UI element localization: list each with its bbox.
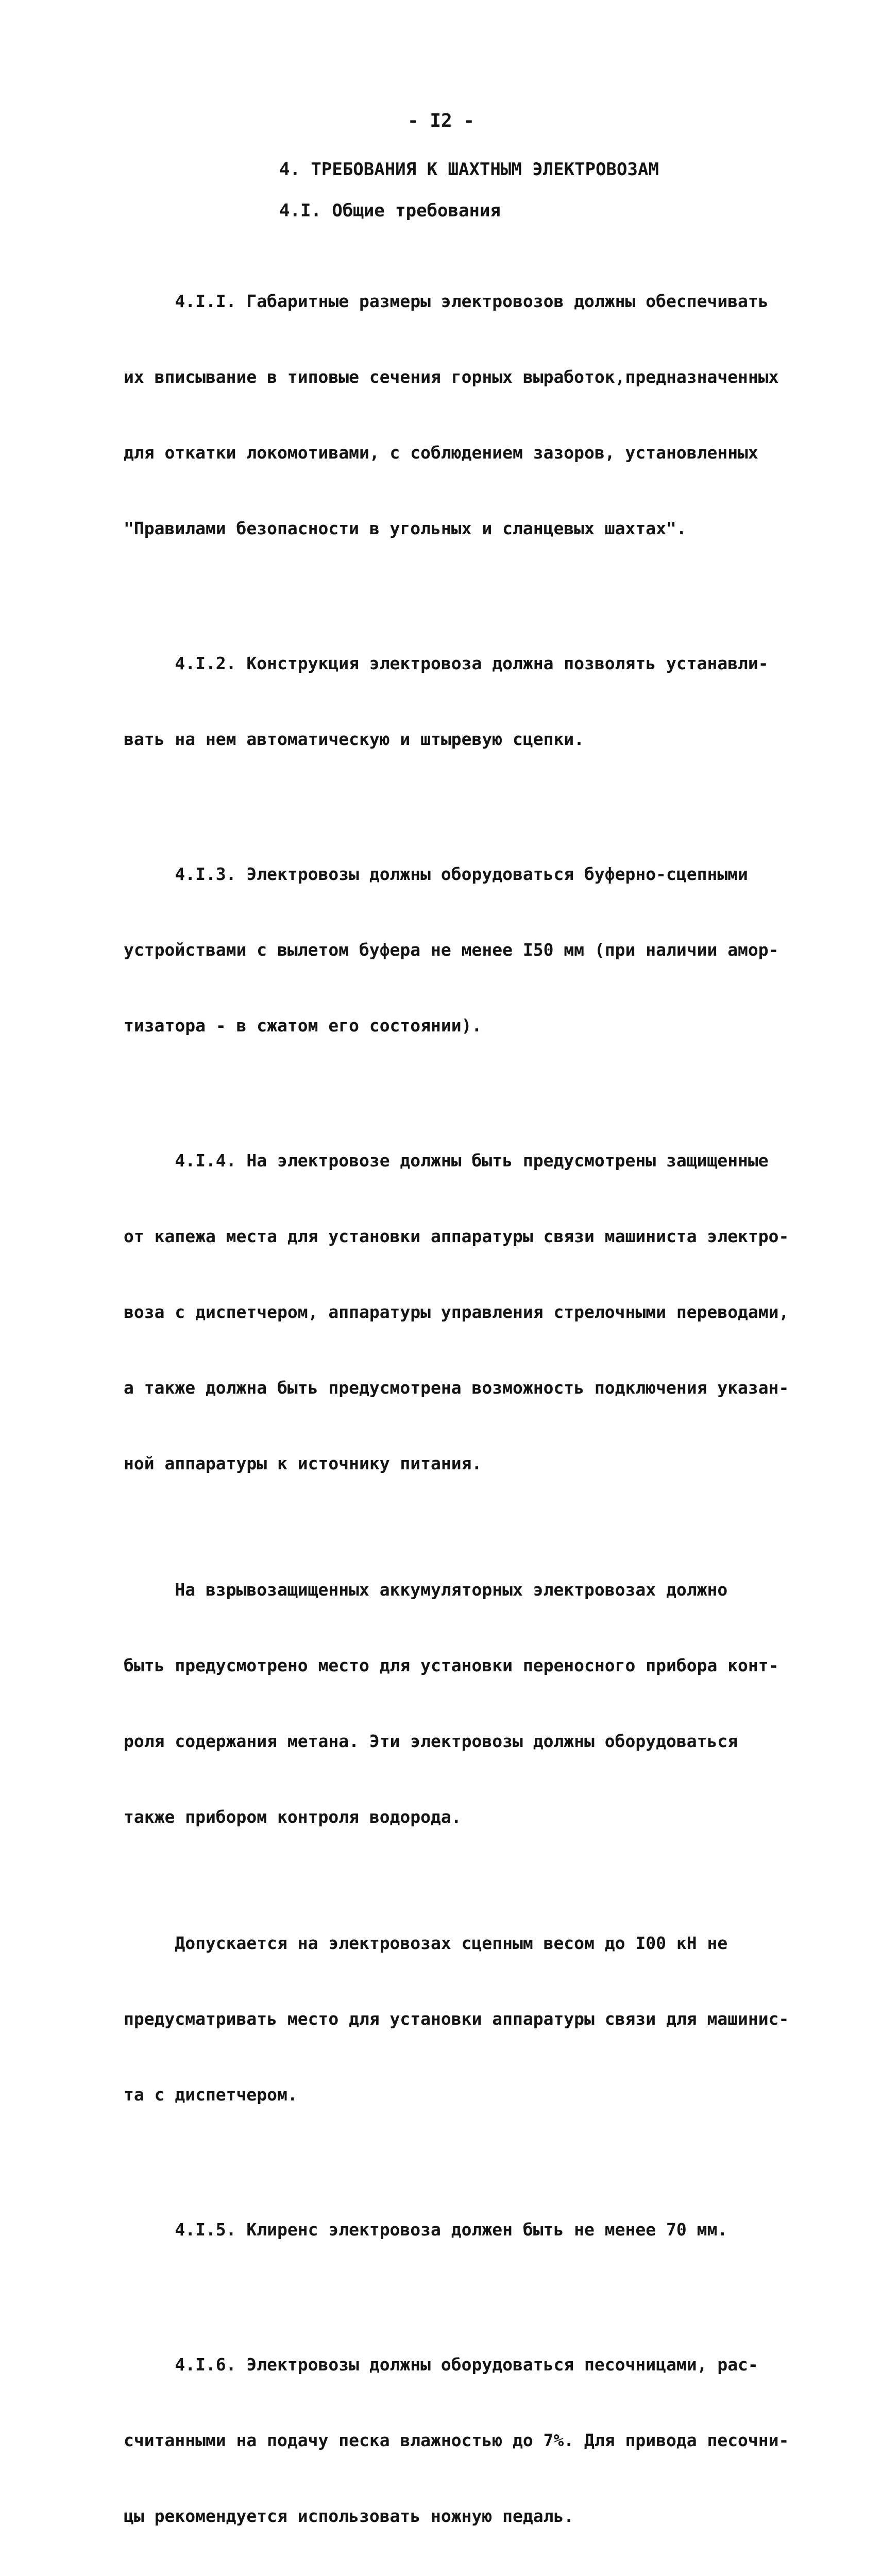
text-line: 4.I.I. Габаритные размеры электровозов должны обеспечивать	[124, 291, 769, 311]
section-title: 4. ТРЕБОВАНИЯ К ШАХТНЫМ ЭЛЕКТРОВОЗАМ	[279, 159, 659, 180]
text-line: считанными на подачу песка влажностью до 7%. Для привода песочни-	[124, 2430, 789, 2450]
text-line: та с диспетчером.	[124, 2084, 298, 2105]
text-line: На взрывозащищенных аккумуляторных электровозах должно	[124, 1580, 728, 1600]
text-line: их вписывание в типовые сечения горных выработок,предназначенных	[124, 367, 779, 387]
paragraph-methane-control	[124, 1527, 788, 1880]
text-line: 4.I.5. Клиренс электровоза должен быть не менее 70 мм.	[124, 2219, 728, 2240]
paragraph-4-1-5	[124, 2166, 788, 2293]
paragraph-4-1-4	[124, 1097, 788, 1527]
paragraph-4-1-3	[124, 811, 788, 1089]
page-number: - I2 -	[407, 110, 475, 131]
text-line: быть предусмотрено место для установки переносного прибора конт-	[124, 1655, 779, 1675]
document-body	[124, 238, 788, 2576]
subsection-title: 4.I. Общие требования	[279, 200, 501, 221]
text-line: для откатки локомотивами, с соблюдением зазоров, установленных	[124, 443, 758, 463]
text-line: роля содержания метана. Эти электровозы должны оборудоваться	[124, 1731, 738, 1751]
paragraph-4-1-1	[124, 238, 788, 591]
paragraph-communication-exemption	[124, 1880, 788, 2158]
text-line: устройствами с вылетом буфера не менее I50 мм (при наличии амор-	[124, 940, 779, 960]
text-line: тизатора - в сжатом его состоянии).	[124, 1015, 482, 1036]
paragraph-4-1-6	[124, 2301, 788, 2576]
text-line: ной аппаратуры к источнику питания.	[124, 1453, 482, 1473]
text-line: цы рекомендуется использовать ножную педаль.	[124, 2506, 574, 2526]
text-line: 4.I.4. На электровозе должны быть предусмотрены защищенные	[124, 1150, 769, 1171]
text-line: Допускается на электровозах сцепным весом до I00 кН не	[124, 1933, 728, 1953]
text-line: а также должна быть предусмотрена возможность подключения указан-	[124, 1378, 789, 1398]
text-line: воза с диспетчером, аппаратуры управления стрелочными переводами,	[124, 1302, 789, 1322]
text-line: 4.I.6. Электровозы должны оборудоваться песочницами, рас-	[124, 2354, 758, 2375]
text-line: 4.I.3. Электровозы должны оборудоваться буферно-сцепными	[124, 864, 748, 884]
text-line: вать на нем автоматическую и штыревую сцепки.	[124, 729, 585, 749]
text-line: предусматривать место для установки аппаратуры связи для машинис-	[124, 2009, 789, 2029]
paragraph-4-1-2	[124, 600, 788, 802]
text-line: 4.I.2. Конструкция электровоза должна позволять устанавли-	[124, 653, 769, 673]
text-line: также прибором контроля водорода.	[124, 1807, 462, 1827]
text-line: от капежа места для установки аппаратуры связи машиниста электро-	[124, 1226, 789, 1246]
text-line: "Правилами безопасности в угольных и сланцевых шахтах".	[124, 518, 687, 538]
